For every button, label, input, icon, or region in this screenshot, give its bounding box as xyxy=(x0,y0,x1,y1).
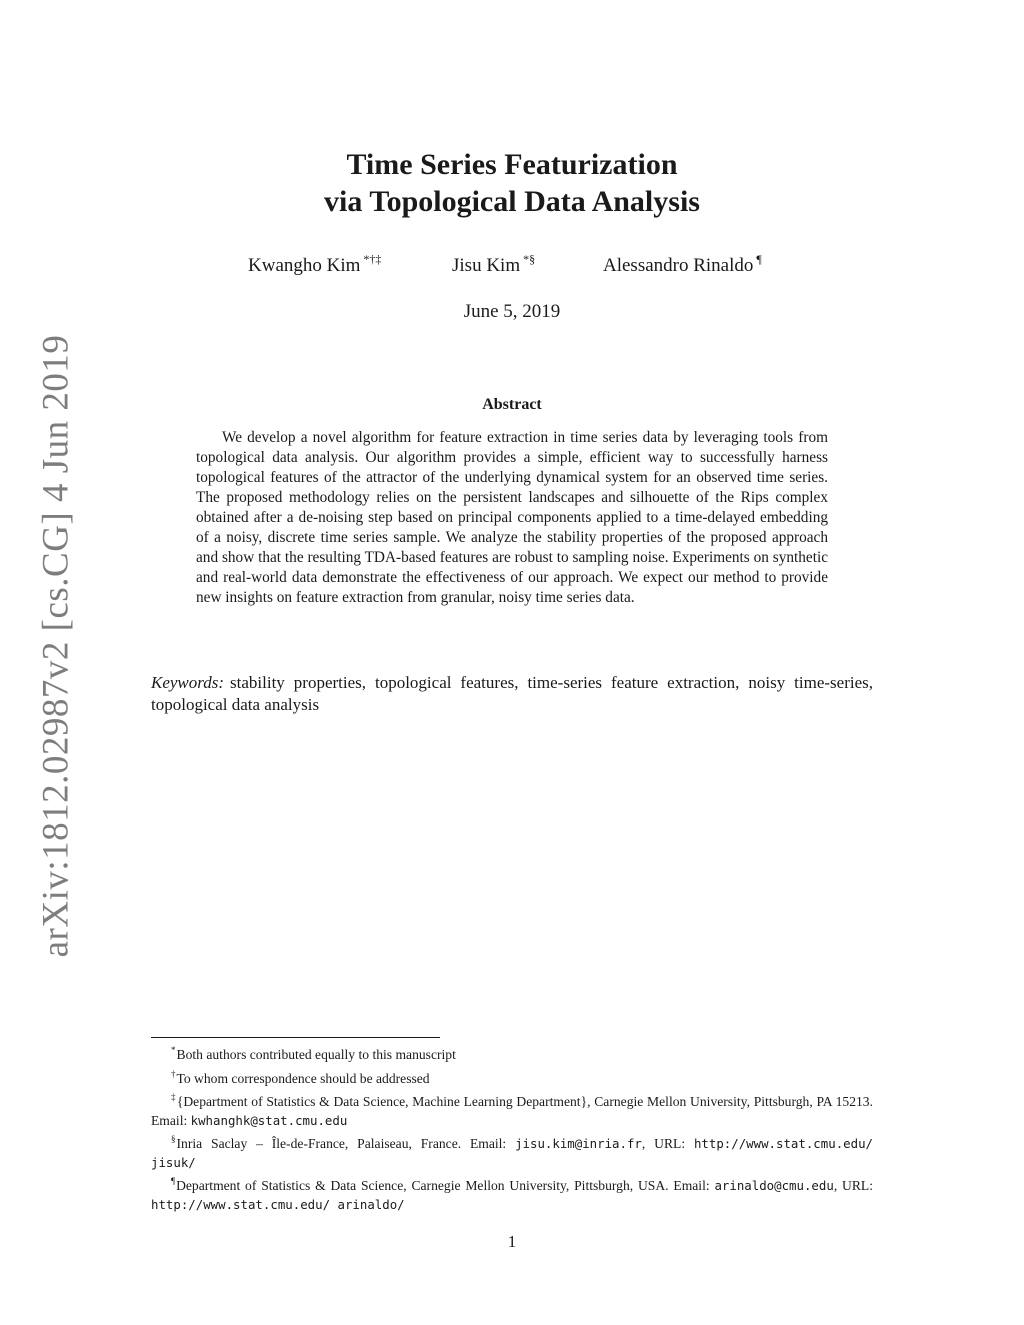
keywords-text: stability properties, topological features, time-series feature extraction, noisy time-series, topological data analysis xyxy=(151,673,873,714)
keywords-label: Keywords: xyxy=(151,673,225,692)
footnote-mark: ‡ xyxy=(171,1092,176,1102)
footnote-text: {Department of Statistics & Data Science, Machine Learning Department}, Carnegie Mellon University, Pittsburgh, PA 15213. Email: xyxy=(151,1094,873,1128)
author-kwangho-kim xyxy=(248,252,381,277)
author-alessandro-rinaldo xyxy=(603,252,762,277)
footnote-inria-affiliation xyxy=(151,1130,873,1172)
url-label: , URL: xyxy=(641,1136,694,1151)
email-link[interactable]: kwhanghk@stat.cmu.edu xyxy=(190,1112,348,1128)
footnote-cmu-affiliation xyxy=(151,1088,873,1130)
author-name: Alessandro Rinaldo xyxy=(603,255,754,276)
publication-date: June 5, 2019 xyxy=(463,301,561,322)
footnote-mark: ¶ xyxy=(171,1176,176,1186)
page-number: 1 xyxy=(507,1232,517,1251)
author-affiliation-marks: *†‡ xyxy=(363,252,382,266)
author-affiliation-marks: *§ xyxy=(523,252,536,266)
footnote-text: Department of Statistics & Data Science, Carnegie Mellon University, Pittsburgh, USA. Email: xyxy=(176,1178,715,1193)
footnote-mark: † xyxy=(171,1068,176,1079)
title-line-2: via Topological Data Analysis xyxy=(324,185,700,218)
footnote-text: Inria Saclay – Île-de-France, Palaiseau, France. Email: xyxy=(176,1136,516,1151)
abstract-heading: Abstract xyxy=(482,396,542,413)
paper-title xyxy=(0,146,1024,220)
author-jisu-kim xyxy=(452,252,535,277)
title-line-1: Time Series Featurization xyxy=(346,148,678,181)
footnote-mark: § xyxy=(171,1134,176,1144)
footnotes xyxy=(151,1041,873,1214)
url-label: , URL: xyxy=(833,1178,873,1193)
footnote-equal-contribution xyxy=(151,1041,873,1065)
keywords-section xyxy=(151,672,873,716)
footnote-rinaldo-affiliation xyxy=(151,1172,873,1214)
email-link[interactable]: jisu.kim@inria.fr xyxy=(515,1136,642,1151)
abstract-body: We develop a novel algorithm for feature extraction in time series data by leveraging tools from topological data analysis. Our algorithm provides a simple, efficient way to successfully harness topological features of the attractor of the underlying dynamical system for an observed time series. The proposed methodology relies on the persistent landscapes and silhouette of the Rips complex obtained after a de-noising step based on principal components applied to a time-delayed embedding of a noisy, discrete time series sample. We analyze the stability properties of the proposed approach and show that the resulting TDA-based features are robust to sampling noise. Experiments on synthetic and real-world data demonstrate the effectiveness of our approach. We expect our method to provide new insights on feature extraction from granular, noisy time series data. xyxy=(196,429,828,606)
arxiv-identifier-stamp[interactable]: arXiv:1812.02987v2 [cs.CG] 4 Jun 2019 xyxy=(35,334,77,958)
footnote-text: Both authors contributed equally to this manuscript xyxy=(176,1047,456,1062)
footnote-divider xyxy=(151,1037,440,1038)
author-affiliation-marks: ¶ xyxy=(756,252,762,266)
author-name: Kwangho Kim xyxy=(248,255,361,276)
footnote-text: To whom correspondence should be addressed xyxy=(176,1070,430,1086)
email-link[interactable]: arinaldo@cmu.edu xyxy=(714,1178,834,1193)
url-link[interactable]: http://www.stat.cmu.edu/ arinaldo/ xyxy=(151,1196,405,1212)
footnote-correspondence xyxy=(151,1065,873,1089)
footnote-mark: * xyxy=(171,1045,176,1055)
url-link[interactable]: http://www.stat.cmu.edu/ jisuk/ xyxy=(151,1136,873,1170)
author-name: Jisu Kim xyxy=(452,255,521,276)
author-list xyxy=(248,252,808,276)
